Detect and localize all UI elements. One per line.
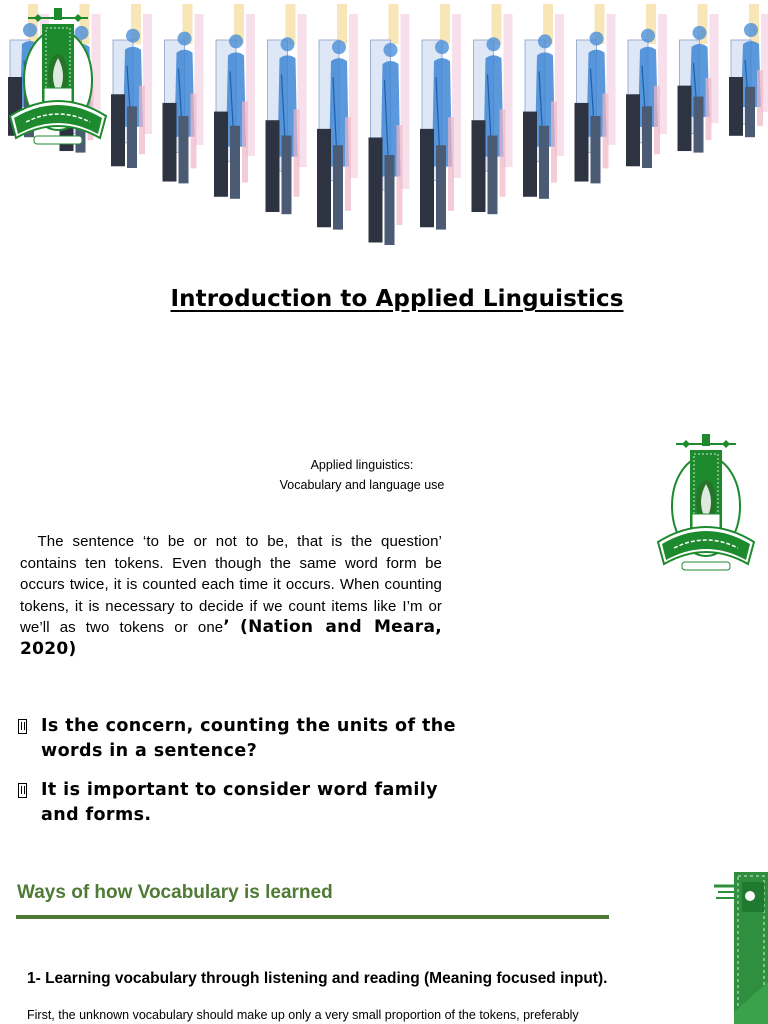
- section-heading: Ways of how Vocabulary is learned: [17, 882, 333, 903]
- quote-closing-mark: ’: [223, 617, 230, 638]
- paragraph-text: First, the unknown vocabulary should make up only a very small proportion of the tokens, preferably: [27, 1008, 579, 1022]
- bullet-text: Is the concern, counting the units of the words in a sentence?: [41, 716, 456, 761]
- bullet-box-icon: [18, 719, 27, 734]
- subtitle-line-2: Vocabulary and language use: [279, 478, 445, 492]
- subtitle-line-1: Applied linguistics:: [310, 458, 414, 472]
- university-logo-icon: [652, 430, 760, 580]
- section-divider: [16, 915, 609, 919]
- list-item: [18, 778, 458, 828]
- quote-paragraph: [20, 531, 442, 661]
- decorative-banner: [0, 0, 768, 265]
- list-item: [18, 714, 458, 764]
- bullet-text: It is important to consider word family and forms.: [41, 780, 438, 825]
- page-title: Introduction to Applied Linguistics: [170, 286, 624, 312]
- subtitle: [262, 455, 462, 495]
- university-logo-icon: [4, 4, 112, 154]
- quote-citation: (Nation and Meara, 2020): [20, 617, 442, 659]
- university-tower-icon: [712, 862, 768, 1024]
- bullet-box-icon: [18, 783, 27, 798]
- quote-text: The sentence ‘to be or not to be, that is the question’ contains ten tokens. Even though the same word form be occurs twice, it is counted each time it occurs. When counting tokens, it is necessary to decide if we count items like I’m or we’ll as two tokens or one: [20, 533, 442, 637]
- subheading: 1- Learning vocabulary through listening and reading (Meaning focused input).: [27, 970, 608, 987]
- bullet-list: [18, 714, 458, 842]
